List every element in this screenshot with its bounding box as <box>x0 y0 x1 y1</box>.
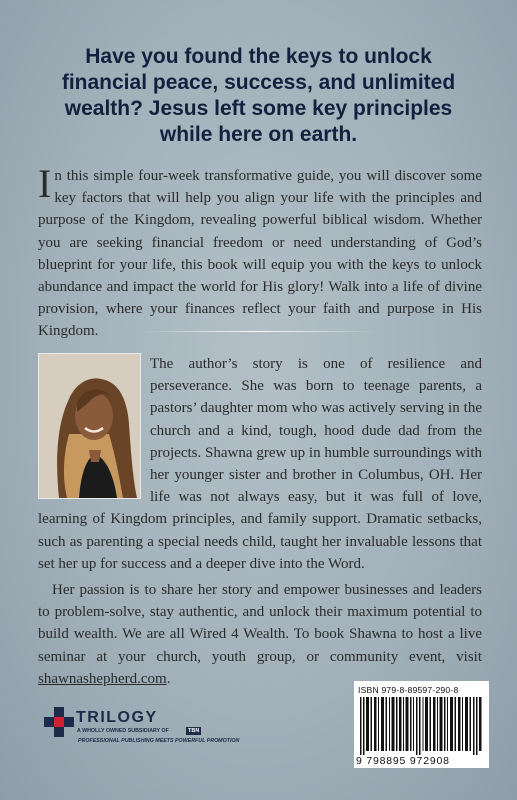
author-website-link[interactable]: shawnashepherd.com <box>38 670 167 687</box>
bio-paragraph-2 <box>38 579 482 690</box>
bio-link-suffix: . <box>166 670 171 687</box>
publisher-name: TRILOGY <box>76 709 158 726</box>
publisher-subsidiary: A WHOLLY OWNED SUBSIDIARY OF <box>77 728 169 734</box>
back-cover-headline: Have you found the keys to unlock financial peace, success, and unlimited wealth? Jesus left some key principles while here on earth. <box>61 45 456 146</box>
barcode-icon <box>358 697 485 755</box>
drop-cap: I <box>38 161 52 206</box>
publisher-tagline: PROFESSIONAL PUBLISHING MEETS POWERFUL PROMOTION <box>78 738 240 744</box>
tbn-badge: TBN <box>188 728 200 734</box>
author-photo <box>38 353 141 499</box>
bio-paragraph-1: The author’s story is one of resilience and perseverance. She was born to teenage parents, a pastors’ daughter mom who was actively serving in the church and a kind, tough, hood dude dad from the projects. Shawna grew up in humble surroundings with her younger sister and brother in Columbus, OH. Her life was not always easy, but it was full of love, learning of Kingdom principles, and family support. Dramatic setbacks, such as parenting a special needs child, taught her invaluable lessons that set her up for success and a deeper dive into the Word. <box>38 356 482 572</box>
bio-paragraph-2-text: Her passion is to share her story and empower businesses and leaders to problem-solve, stay authentic, and unlock their maximum potential to build wealth. We are all Wired 4 Wealth. To book Shawna to host a live seminar at your church, youth group, or community event, visit <box>38 582 482 665</box>
section-divider <box>140 331 378 332</box>
book-description <box>38 161 482 343</box>
barcode-digits: 9 798895 972908 <box>356 755 450 767</box>
isbn-number: ISBN 979-8-89597-290-8 <box>358 685 459 695</box>
trilogy-logo-icon <box>44 707 74 737</box>
description-text: n this simple four-week transformative guide, you will discover some key factors that will help you align your life with the principles and purpose of the Kingdom, revealing powerful biblical wisdom. Whether you are seeking financial freedom or need understanding of God’s blueprint for your life, this book will equip you with the keys to unlock abundance and impact the world for His glory! Walk into a life of divine provision, where your finances reflect your faith and purpose in His Kingdom. <box>38 168 482 340</box>
isbn-barcode <box>354 681 489 768</box>
publisher-logo <box>44 707 254 757</box>
